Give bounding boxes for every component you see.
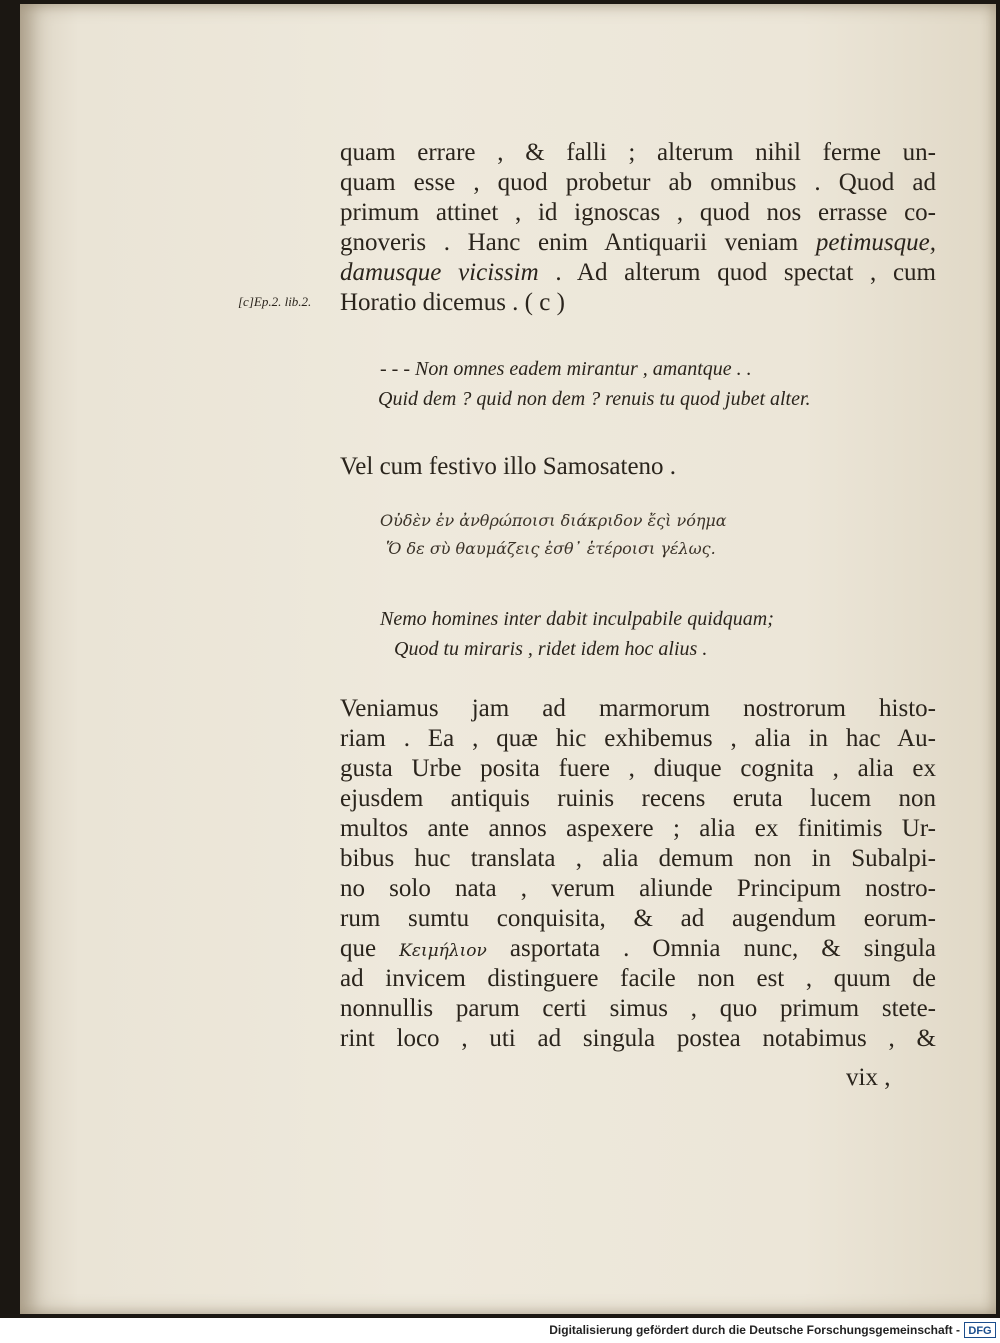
text-segment: que xyxy=(340,935,400,962)
horace-verse-1: - - - Non omnes eadem mirantur , amantque . . xyxy=(380,358,752,380)
text-line: gusta Urbe posita fuere , diuque cognita , alia ex xyxy=(340,755,936,782)
marginal-note: [c]Ep.2. lib.2. xyxy=(238,294,312,309)
latin-verse-1: Nemo homines inter dabit inculpabile quidquam; xyxy=(380,608,774,630)
text-line: nonnullis parum certi simus , quo primum stete- xyxy=(340,995,936,1022)
italic-text-segment: petimusque, xyxy=(815,229,936,256)
text-line: ad invicem distinguere facile non est , quum de xyxy=(340,965,936,992)
text-segment: gnoveris . Hanc enim Antiquarii veniam xyxy=(340,229,816,256)
greek-verse-2: Ὅ δε σὺ θαυμάζεις ἐσθ᾽ ἑτέροισι γέλως. xyxy=(386,539,716,558)
text-line: no solo nata , verum aliunde Principum nostro- xyxy=(340,875,936,902)
text-line: bibus huc translata , alia demum non in Subalpi- xyxy=(340,845,936,872)
text-line: rum sumtu conquisita, & ad augendum eorum- xyxy=(340,905,936,932)
catchword: vix , xyxy=(846,1064,891,1091)
text-line: Veniamus jam ad marmorum nostrorum histo- xyxy=(340,695,936,722)
text-segment: asportata . Omnia nunc, & singula xyxy=(486,935,936,962)
footer-bar xyxy=(0,1318,1000,1343)
intro-line xyxy=(340,452,936,482)
funding-credit: Digitalisierung gefördert durch die Deutsche Forschungsgemeinschaft - xyxy=(549,1323,960,1337)
text-line: ejusdem antiquis ruinis recens eruta lucem non xyxy=(340,785,936,812)
text-line: Vel cum festivo illo Samosateno . xyxy=(340,453,677,480)
italic-text-segment: damusque vicissim xyxy=(340,259,539,286)
text-line: rint loco , uti ad singula postea notabimus , & xyxy=(340,1025,936,1052)
text-line: quam esse , quod probetur ab omnibus . Quod ad xyxy=(340,169,936,196)
text-line: primum attinet , id ignoscas , quod nos errasse co- xyxy=(340,199,936,226)
dfg-logo-icon[interactable]: DFG xyxy=(964,1322,996,1338)
text-line xyxy=(340,228,936,258)
text-line xyxy=(340,934,936,964)
greek-word: Κειμήλιον xyxy=(399,941,487,961)
horace-line xyxy=(340,288,936,318)
text-line: quam errare , & falli ; alterum nihil ferme un- xyxy=(340,139,936,166)
paragraph xyxy=(340,694,936,1054)
text-line: multos ante annos aspexere ; alia ex finitimis Ur- xyxy=(340,815,936,842)
text-segment: . Ad alterum quod spectat , cum xyxy=(538,259,937,286)
top-text-block xyxy=(340,138,936,288)
greek-verse-1: Οὐδὲν ἐν ἀνθρώποισι διάκριδον ἔςὶ νόημα xyxy=(380,511,727,530)
horace-verse-2: Quid dem ? quid non dem ? renuis tu quod jubet alter. xyxy=(378,388,811,410)
book-page xyxy=(20,4,996,1314)
text-line: riam . Ea , quæ hic exhibemus , alia in hac Au- xyxy=(340,725,936,752)
text-line: Horatio dicemus . ( c ) xyxy=(340,289,565,316)
latin-verse-2: Quod tu miraris , ridet idem hoc alius . xyxy=(394,638,708,660)
text-line xyxy=(340,258,936,288)
